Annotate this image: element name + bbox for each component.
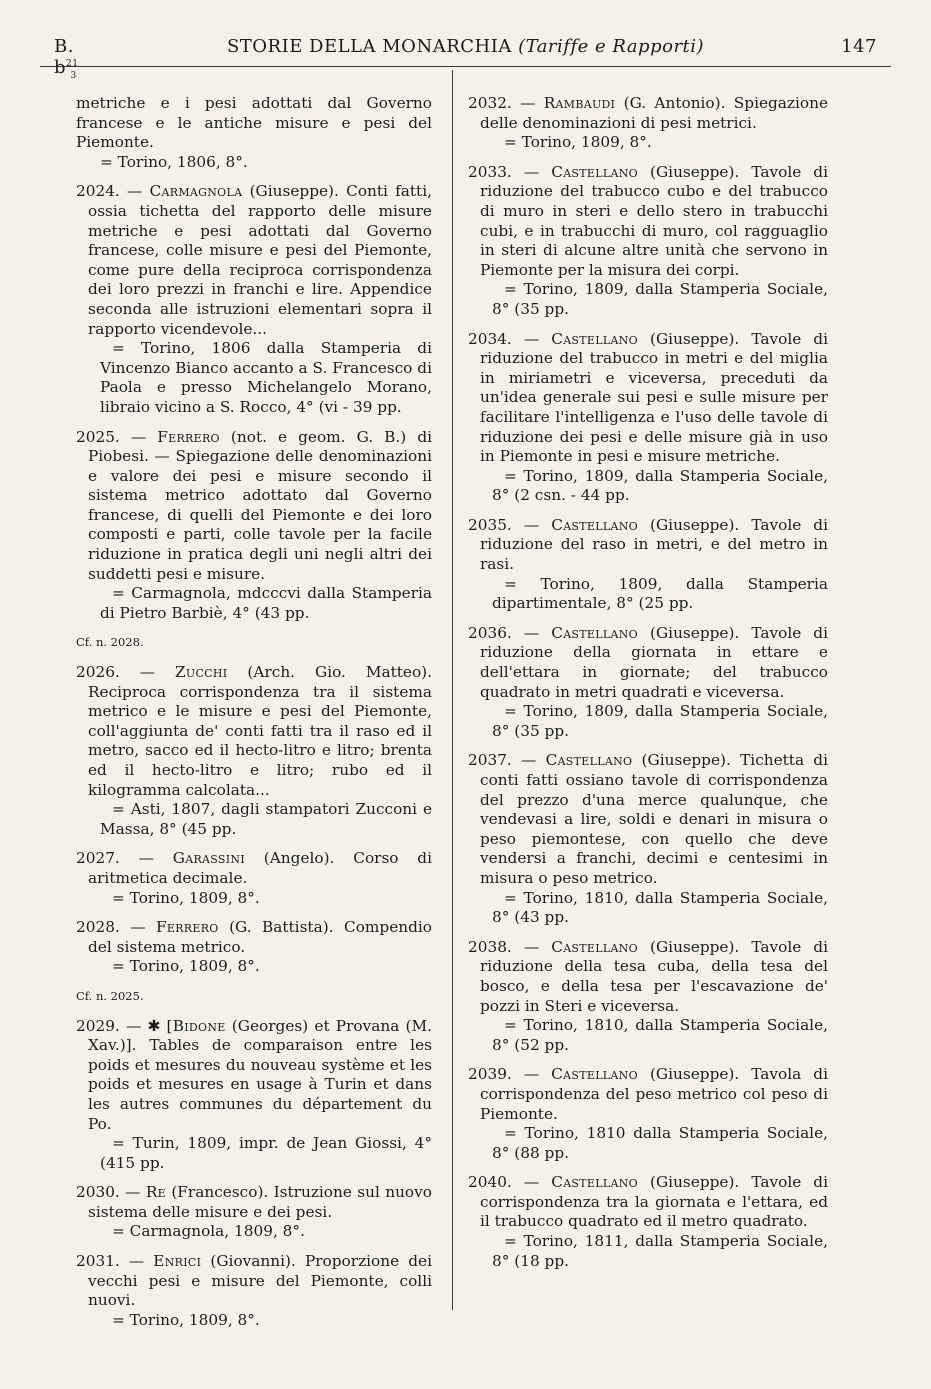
entry-number: 2037. —: [468, 751, 537, 770]
entry-number: 2028. —: [76, 918, 146, 937]
imprint: = Torino, 1810, dalla Stamperia Sociale, 8° (52 pp.: [492, 1016, 828, 1054]
imprint: = Torino, 1806, 8°.: [100, 152, 248, 171]
imprint: = Torino, 1810, dalla Stamperia Sociale, 8° (43 pp.: [492, 888, 828, 927]
entry-author: Carmagnola: [149, 182, 243, 201]
bibliography-entry: [76, 182, 432, 417]
entry-author-detail: (Giuseppe).: [649, 1065, 740, 1084]
entry-number: 2038. —: [468, 937, 540, 956]
imprint: = Turin, 1809, impr. de Jean Giossi, 4° (415 pp.: [100, 1134, 432, 1172]
entry-number: 2030. —: [76, 1183, 141, 1202]
entry-author-detail: (Georges) et Provana (M. Xav.)].: [88, 1016, 432, 1055]
entry-author-detail: (Giuseppe).: [649, 329, 740, 348]
entry-author: Castellano: [551, 162, 638, 181]
imprint: = Torino, 1809, 8°.: [504, 133, 652, 152]
imprint: = Torino, 1810 dalla Stamperia Sociale, 8° (88 pp.: [492, 1124, 828, 1162]
entry-number: 2027. —: [76, 849, 154, 868]
bibliography-entry: [76, 1017, 432, 1174]
bibliography-entry: [76, 663, 432, 839]
cross-reference: Cf. n. 2025.: [76, 988, 144, 1003]
entry-number: 2025. —: [76, 427, 147, 446]
cross-reference: Cf. n. 2028.: [76, 635, 144, 650]
entry-author-detail: (Arch. Gio. Matteo).: [247, 663, 432, 682]
imprint: = Torino, 1811, dalla Stamperia Sociale, 8° (18 pp.: [492, 1232, 828, 1270]
imprint: = Torino, 1809, dalla Stamperia Sociale, 8° (35 pp.: [492, 702, 828, 740]
continued-entry: metriche e i pesi adottati dal Governo francese e le antiche misure e pesi del Piemonte. = Torino, 1806, 8°.: [76, 94, 432, 171]
entry-number: 2035. —: [468, 515, 540, 534]
entry-title: Tichetta di conti fatti ossiano tavole di corrispondenza del prezzo d'una merce qualunque, che vendevasi a lire, soldi e denari in misura o peso piemontese, con quello che deve vendersi a franchi, decimi e centesimi in misura o peso metrico.: [480, 751, 828, 887]
entry-author-detail: (Giuseppe).: [649, 937, 740, 956]
bibliography-entry: [468, 751, 828, 927]
running-header: [40, 36, 891, 81]
entry-title: Istruzione sul nuovo sistema delle misure e dei pesi.: [88, 1183, 432, 1221]
left-column: [76, 94, 432, 1340]
entry-title: Tavola di corrispondenza del peso metrico col peso di Piemonte.: [480, 1065, 828, 1123]
entry-title: Tavole di corrispondenza tra la giornata e l'ettara, ed il trabucco quadrato ed il metro quadrato.: [480, 1173, 828, 1231]
entry-author: Ferrero: [157, 427, 220, 446]
entry-author: Castellano: [551, 1065, 638, 1084]
entry-author: Garassini: [172, 849, 245, 868]
bibliography-entry: [76, 1183, 432, 1242]
entry-author-detail: (Giovanni).: [210, 1252, 296, 1271]
entry-title: Compendio del sistema metrico.: [88, 918, 432, 956]
entry-author-detail: (Francesco).: [171, 1183, 269, 1202]
entry-title: Conti fatti, ossia tichetta del rapporto delle misure metriche e pesi adottati dal Governo francese, colle misure e pesi del Piemonte, come pure della reciproca corrispondenza dei loro prezzi in franchi e lire. Appendice seconda alle istruzioni elementari sopra il rapporto vicendevole...: [88, 182, 432, 338]
entry-author: Castellano: [551, 515, 638, 534]
bibliography-entry: [468, 938, 828, 1056]
entry-title: Tavole di riduzione del trabucco in metri e del miglia in miriametri e viceversa, preceduti da un'idea generale sui pesi e sulle misure per facilitare l'intelligenza e l'uso delle tavole di riduzione dei pesi e delle misure già in uso in Piemonte in pesi e misure metriche.: [480, 329, 828, 466]
entry-number: 2039. —: [468, 1065, 540, 1084]
entry-number: 2036. —: [468, 623, 540, 642]
bibliography-entry: [468, 1065, 828, 1163]
entry-author: Zucchi: [174, 663, 228, 682]
imprint: = Torino, 1809, 8°.: [112, 957, 260, 976]
column-divider: [452, 70, 453, 1310]
entry-number: 2032. —: [468, 94, 536, 112]
entry-author: Enrici: [153, 1252, 202, 1271]
imprint: = Torino, 1809, 8°.: [112, 888, 260, 907]
entry-number: 2033. —: [468, 162, 540, 181]
imprint: = Torino, 1809, dalla Stamperia Sociale, 8° (2 csn. - 44 pp.: [492, 466, 828, 505]
imprint: = Torino, 1806 dalla Stamperia di Vincenzo Bianco accanto a S. Francesco di Paola e presso Michelangelo Morano, libraio vicino a S. Rocco, 4° (vi - 39 pp.: [100, 339, 432, 416]
bibliography-entry: [468, 330, 828, 506]
entry-author-detail: (not. e geom. G. B.) di Piobesi. —: [88, 427, 432, 466]
entry-title: Spiegazione delle denominazioni di pesi metrici.: [480, 94, 828, 132]
entry-author-detail: (G. Antonio).: [623, 94, 726, 112]
entry-author: Re: [145, 1183, 166, 1202]
entry-author-detail: (Angelo).: [263, 849, 335, 868]
entry-number: 2034. —: [468, 329, 540, 348]
entry-title: Tavole di riduzione del raso in metri, e del metro in rasi.: [480, 515, 828, 574]
entry-title: Spiegazione delle denominazioni e valore dei pesi e misure secondo il sistema metrico adottato dal Governo francese, di quelli del Piemonte e dei loro composti e parti, colle tavole per la facile riduzione in pratica degli uni negli altri dei suddetti pesi e misure.: [88, 447, 432, 583]
entry-author: Ferrero: [155, 918, 219, 937]
entry-author-detail: (Giuseppe).: [641, 751, 731, 770]
page-number: 147: [841, 36, 877, 57]
imprint: = Torino, 1809, 8°.: [112, 1310, 260, 1329]
imprint: = Torino, 1809, dalla Stamperia dipartimentale, 8° (25 pp.: [492, 574, 828, 613]
entry-author-detail: (Giuseppe).: [649, 1173, 740, 1192]
entry-title: Tavole di riduzione del trabucco cubo e del trabucco di muro in steri e dello stero in trabucchi cubi, e in trabucchi di muro, col ragguaglio in steri di alcune altre unità che servono in Piemonte per la misura dei corpi.: [480, 162, 828, 279]
entry-author: Castellano: [545, 751, 633, 770]
imprint: = Carmagnola, mdcccvi dalla Stamperia di Pietro Barbiè, 4° (43 pp.: [100, 584, 432, 622]
entry-title: Tavole di riduzione della tesa cuba, della tesa del bosco, e della tesa per l'escavazione de' pozzi in Steri e viceversa.: [480, 937, 828, 1015]
entry-author-detail: (Giuseppe).: [649, 515, 740, 534]
entry-author: Castellano: [551, 623, 638, 642]
page-title: STORIE DELLA MONARCHIA (Tariffe e Rapporti): [226, 36, 705, 57]
bibliography-entry: [468, 163, 828, 320]
entry-author: Rambaudi: [543, 94, 616, 112]
entry-author: [Bidone: [166, 1016, 226, 1035]
entry-title: Tavole di riduzione della giornata in ettare e dell'ettara in giornate; del trabucco quadrato in metri quadrati e viceversa.: [480, 623, 828, 701]
bibliography-entry: [468, 94, 828, 153]
entry-number: 2029. — ✱: [76, 1016, 161, 1035]
entry-author: Castellano: [551, 329, 638, 348]
entry-author-detail: (G. Battista).: [229, 918, 334, 937]
entry-author-detail: (Giuseppe).: [649, 623, 740, 642]
bibliography-entry: [468, 624, 828, 742]
imprint: = Asti, 1807, dagli stampatori Zucconi e Massa, 8° (45 pp.: [100, 800, 432, 838]
bibliography-entry: [76, 849, 432, 908]
entry-number: 2024. —: [76, 182, 143, 201]
imprint: = Carmagnola, 1809, 8°.: [112, 1222, 305, 1241]
entry-number: 2031. —: [76, 1252, 145, 1271]
entry-number: 2040. —: [468, 1173, 540, 1192]
signature-mark: B. $b^{21}_3$: [54, 36, 79, 81]
entry-title: Corso di aritmetica decimale.: [88, 849, 432, 887]
entry-title: Reciproca corrispondenza tra il sistema metrico e le misure e pesi del Piemonte, coll'aggiunta de' conti fatti tra il raso ed il metro, sacco ed il hecto-litro e litro; brenta ed il hecto-litro e litro; rubo ed il kilogramma calcolata...: [88, 682, 432, 799]
bibliography-entry: [468, 516, 828, 614]
entry-author: Castellano: [551, 937, 638, 956]
entry-author: Castellano: [551, 1173, 638, 1192]
bibliography-entry: [76, 918, 432, 977]
bibliography-entry: [468, 1173, 828, 1271]
entry-title: Tables de comparaison entre les poids et mesures du nouveau système et les poids et mesures en usage à Turin et dans les autres communes du département du Po.: [88, 1036, 432, 1133]
entry-title: Proporzione dei vecchi pesi e misure del Piemonte, colli nuovi.: [88, 1252, 432, 1310]
entry-author-detail: (Giuseppe).: [249, 182, 339, 201]
bibliography-entry: [76, 1252, 432, 1330]
entry-author-detail: (Giuseppe).: [649, 162, 740, 181]
bibliography-entry: [76, 428, 432, 624]
entry-number: 2026. —: [76, 663, 156, 682]
right-column: [468, 94, 828, 1281]
imprint: = Torino, 1809, dalla Stamperia Sociale, 8° (35 pp.: [492, 280, 828, 318]
